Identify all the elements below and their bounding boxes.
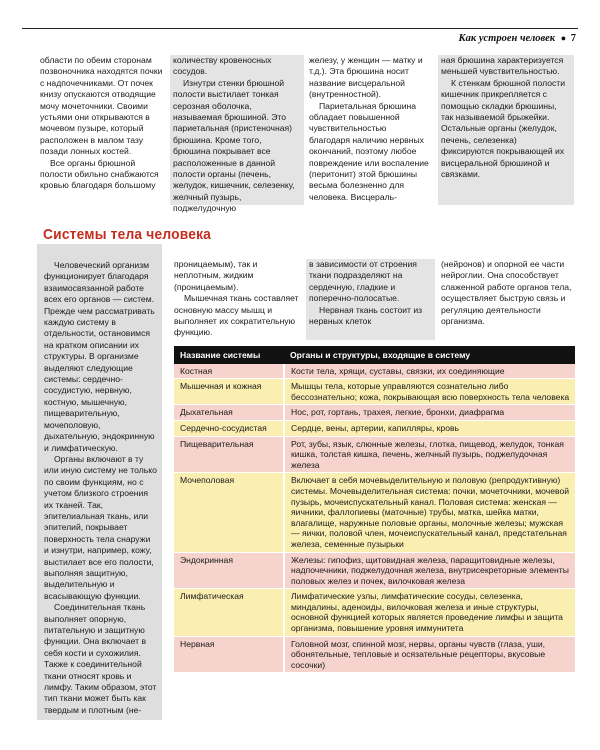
paragraph: Париетальная брюшина обладает повышенной чувствительностью благодаря наличию нервных окончаний, поэтому любое повреждение или воспаление (перитонит) этой брюшины весьма болезненно для человека. Висцераль- xyxy=(309,100,429,202)
system-name-cell: Дыхательная xyxy=(174,405,284,421)
paragraph: Человеческий организм функционирует благодаря взаимосвязанной работе всех его органов — систем. Прежде чем рассматривать каждую систему в отдельности, остановимся на кратком описании их структуры. В организме выделяют следующие системы: сердечно-сосудистую, нервную, костную, мышечную, пищеварительную, мочеполовую, дыхательную, эндокринную и лимфатическую. xyxy=(44,260,155,453)
page-number: 7 xyxy=(570,33,576,44)
system-organs-cell: Кости тела, хрящи, суставы, связки, их соединяющие xyxy=(284,364,575,379)
running-head xyxy=(459,33,576,44)
system-organs-cell: Сердце, вены, артерии, капилляры, кровь xyxy=(284,420,575,436)
system-organs-cell: Железы: гипофиз, щитовидная железа, паращитовидные железы, надпочечники, поджелудочная железа, внутрисекреторные элементы половых желез и почек, вилочковая железа xyxy=(284,552,575,589)
paragraph: Изнутри стенки брюшной полости выстилает тонкая серозная оболочка, называемая брюшиной. Это париетальная (пристеночная) брюшина. Кроме того, брюшина покрывает все расположенные в данной полости органы (печень, желудок, кишечник, селезенку, желчный пузырь, поджелудочную xyxy=(173,77,295,214)
system-name-cell: Сердечно-сосудистая xyxy=(174,420,284,436)
table-row xyxy=(174,364,575,379)
system-name-cell: Эндокринная xyxy=(174,552,284,589)
mid-column-2 xyxy=(306,259,435,340)
section-title: Системы тела человека xyxy=(43,226,212,243)
system-organs-cell: Нос, рот, гортань, трахея, легкие, бронхи, диафрагма xyxy=(284,405,575,421)
system-organs-cell: Рот, зубы, язык, слюнные железы, глотка, пищевод, желудок, тонкая кишка, толстая кишка, печень, желчный пузырь, поджелудочная железа xyxy=(284,436,575,473)
table-row xyxy=(174,473,575,552)
running-head-title: Как устроен человек xyxy=(458,33,556,44)
top-column-4 xyxy=(438,55,574,205)
paragraph: Соединительная ткань выполняет опорную, питательную и защитную функции. Она включает в себя кости и сухожилия. Также к соединительной ткани относят кровь и лимфу. Таким образом, этот тип ткани может быть как твердым и плотным (не- xyxy=(44,602,157,715)
table-row xyxy=(174,420,575,436)
paragraph: Все органы брюшной полости обильно снабжаются кровью благодаря большому xyxy=(40,157,159,191)
table-row xyxy=(174,552,575,589)
top-column-3 xyxy=(309,55,429,203)
system-organs-cell: Головной мозг, спинной мозг, нервы, органы чувств (глаза, уши, обонятельные, тепловые и осязательные рецепторы, вкусовые сосочки) xyxy=(284,636,575,673)
paragraph: (нейронов) и опорной ее части нейроглии. Она способствует слаженной работе органов тела, осуществляет быструю связь и регуляцию деятельности организма. xyxy=(441,259,572,327)
paragraph: Мышечная ткань составляет основную массу мышц и выполняет их сократительную функцию. xyxy=(174,293,299,338)
paragraph: количеству кровеносных сосудов. xyxy=(173,55,272,77)
paragraph: железу, у женщин — матку и т.д.). Эта брюшина носит название висцеральной (внутренностной). xyxy=(309,55,423,100)
system-organs-cell: Мышцы тела, которые управляются сознательно либо бессознательно; кожа, покрывающая всю поверхность тела человека xyxy=(284,379,575,405)
system-name-cell: Нервная xyxy=(174,636,284,673)
paragraph: К стенкам брюшной полости кишечник прикрепляется с помощью складки брюшины, так называемой брыжейки. Остальные органы (желудок, печень, селезенка) фиксируются покрывающей их висцеральной брюшиной и связками. xyxy=(441,77,566,180)
table-row xyxy=(174,636,575,673)
systems-table xyxy=(174,346,575,673)
mid-column-1 xyxy=(174,259,301,339)
table-row xyxy=(174,589,575,636)
table-row xyxy=(174,405,575,421)
system-name-cell: Мышечная и кожная xyxy=(174,379,284,405)
top-rule xyxy=(22,28,578,29)
table-header-row xyxy=(174,346,575,364)
table-row xyxy=(174,379,575,405)
system-name-cell: Костная xyxy=(174,364,284,379)
top-column-2 xyxy=(170,55,304,214)
table-row xyxy=(174,436,575,473)
column-header: Органы и структуры, входящие в систему xyxy=(284,346,575,364)
system-name-cell: Мочеполовая xyxy=(174,473,284,552)
paragraph: области по обеим сторонам позвоночника находятся почки с надпочечниками. От почек книзу опускаются отводящие мочу мочеточники. Своими устьями они открываются в мочевом пузыре, который расположен в малом тазу позади лонных костей. xyxy=(40,55,163,157)
paragraph: в зависимости от строения ткани подразделяют на сердечную, гладкие и поперечно-полосатые. xyxy=(309,259,417,304)
system-name-cell: Лимфатическая xyxy=(174,589,284,636)
column-header: Название системы xyxy=(174,346,284,364)
paragraph: Нервная ткань состоит из нервных клеток xyxy=(309,304,423,327)
top-column-1 xyxy=(40,55,165,192)
bullet-icon: ● xyxy=(560,33,567,43)
paragraph: ная брюшина характеризуется меньшей чувствительностью. xyxy=(441,55,564,77)
system-name-cell: Пищеварительная xyxy=(174,436,284,473)
mid-column-3 xyxy=(441,259,573,327)
paragraph: проницаемым), так и неплотным, жидким (проницаемым). xyxy=(174,259,258,292)
system-organs-cell: Включает в себя мочевыделительную и половую (репродуктивную) системы. Мочевыделительная система: почки, мочеточники, мочевой пузырь, мочеиспускательный канал. Половая система: женская — яичники, фаллопиевы (маточные) трубы, матка, шейка матки, влагалище, наружные половые органы, молочные железы; мужская — яички, половой член, мочеиспускательный канал, предстательная железа, семенные пузырьки xyxy=(284,473,575,552)
paragraph: Органы включают в ту или иную систему не только по своим функциям, но с учетом близкого строения их тканей. Так, эпителиальная ткань, или эпителий, покрывает поверхность тела снаружи и изнутри, например, кожу, выстилает все его полости, выполняя защитную, выделительную и всасывающую функции. xyxy=(44,453,157,601)
system-organs-cell: Лимфатические узлы, лимфатические сосуды, селезенка, миндалины, аденоиды, вилочковая железа и иные структуры, основной функцией которых является проведение лимфы и защита организма, повышение уровня иммунитета xyxy=(284,589,575,636)
intro-box xyxy=(37,244,162,720)
